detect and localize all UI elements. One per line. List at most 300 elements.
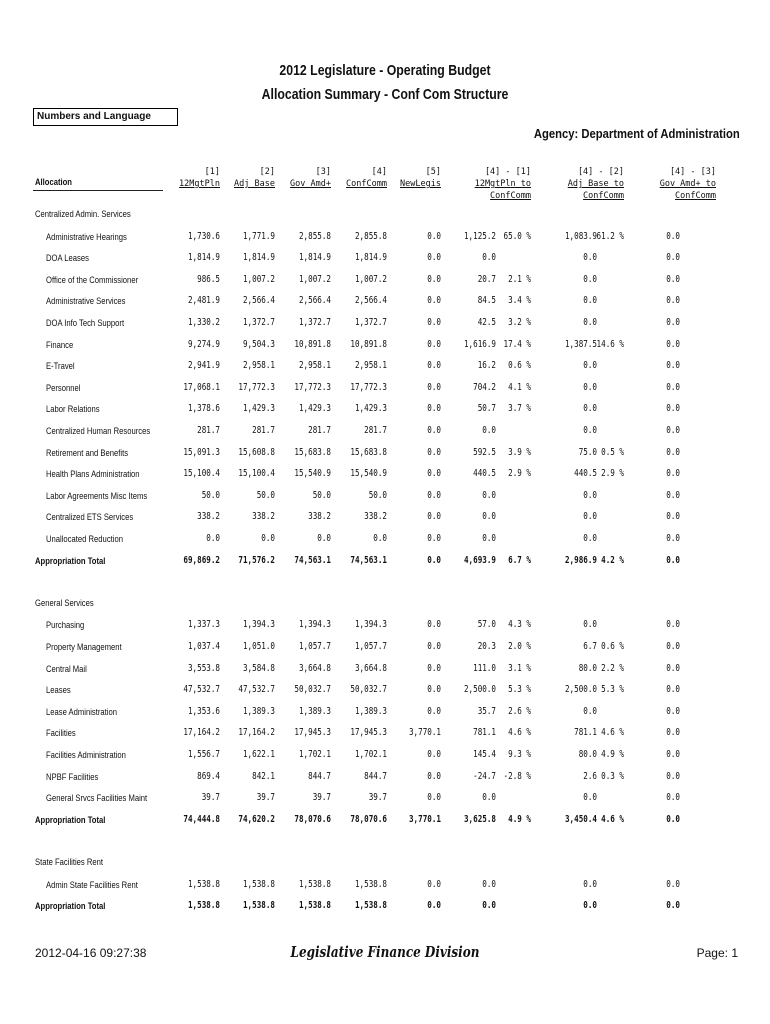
column-header-index: [4] - [3] — [669, 167, 716, 177]
table-cell: 17,772.3 — [238, 381, 275, 393]
table-cell: 4.6 % — [601, 727, 624, 739]
table-cell: 1,051.0 — [242, 641, 275, 652]
table-cell: 74,563.1 — [294, 554, 331, 566]
table-cell: 0.0 — [666, 317, 680, 328]
table-cell: 1,730.6 — [187, 230, 220, 242]
table-cell: 2,958.1 — [242, 360, 275, 372]
table-cell: 0.0 — [583, 878, 597, 890]
table-cell: 0.0 — [583, 252, 597, 264]
column-header-label: 12MgtPln — [179, 179, 220, 189]
table-row-label: Administrative Services — [46, 296, 126, 307]
table-cell: 78,070.6 — [294, 813, 331, 825]
table-cell: 844.7 — [308, 770, 331, 782]
table-cell: 42.5 — [477, 317, 496, 328]
table-cell: 1,771.9 — [242, 230, 275, 242]
section-heading: Centralized Admin. Services — [35, 209, 131, 219]
table-cell: 15,100.4 — [183, 468, 220, 480]
table-cell: 0.0 — [482, 511, 496, 523]
appropriation-total-label: Appropriation Total — [35, 555, 106, 566]
table-cell: 3,553.8 — [187, 662, 220, 674]
column-header-index: [2] — [259, 167, 275, 177]
column-header-label: Gov Amd+ — [290, 179, 331, 189]
table-cell: 0.0 — [427, 554, 441, 566]
table-cell: 69,869.2 — [183, 554, 220, 566]
table-cell: 338.2 — [197, 511, 220, 523]
column-header-index: [1] — [204, 167, 220, 177]
agency-name: Agency: Department of Administration — [534, 127, 740, 141]
table-cell: 0.0 — [666, 381, 680, 393]
table-cell: 2,958.1 — [354, 360, 387, 372]
table-row-label: Leases — [46, 685, 71, 696]
section-heading: General Services — [35, 597, 94, 608]
table-cell: 1,007.2 — [354, 273, 387, 285]
table-cell: 0.0 — [482, 533, 496, 544]
table-cell: 0.0 — [482, 792, 496, 804]
table-cell: 50.0 — [312, 489, 331, 501]
table-cell: 17,772.3 — [350, 381, 387, 393]
table-cell: 0.0 — [482, 878, 496, 890]
table-cell: 1,538.8 — [354, 900, 387, 912]
table-cell: 0.0 — [427, 619, 441, 631]
footer-page: Page: 1 — [696, 946, 738, 960]
table-cell: 1,538.8 — [242, 878, 275, 890]
table-cell: 0.0 — [427, 770, 441, 782]
table-cell: 0.0 — [583, 792, 597, 804]
table-cell: 15,540.9 — [294, 468, 331, 480]
table-cell: 65.0 % — [503, 230, 531, 242]
table-cell: 0.0 — [482, 489, 496, 501]
table-cell: 0.0 — [427, 273, 441, 285]
table-cell: 71,576.2 — [238, 554, 275, 566]
table-row-label: Centralized ETS Services — [46, 512, 134, 523]
footer-timestamp: 2012-04-16 09:27:38 — [35, 946, 147, 960]
column-header-index: [3] — [315, 167, 331, 177]
table-cell: 0.0 — [666, 252, 680, 264]
table-cell: 39.7 — [368, 792, 387, 804]
table-cell: 1,702.1 — [354, 749, 387, 760]
table-cell: 0.0 — [427, 252, 441, 264]
table-cell: 3,770.1 — [408, 727, 441, 739]
table-cell: 0.0 — [427, 684, 441, 696]
table-cell: 2,566.4 — [354, 295, 387, 307]
table-row-label: E-Travel — [46, 361, 75, 372]
table-cell: 2.9 % — [601, 468, 624, 480]
table-cell: -2.8 % — [503, 770, 531, 782]
table-cell: 2,855.8 — [298, 230, 331, 242]
table-cell: 0.0 — [666, 554, 680, 566]
table-cell: 111.0 — [473, 662, 496, 674]
table-cell: 47,532.7 — [183, 684, 220, 696]
table-cell: 1,378.6 — [187, 403, 220, 415]
table-row-label: Central Mail — [46, 663, 87, 674]
table-cell: 1,353.6 — [187, 705, 220, 717]
report-subtitle: Allocation Summary - Conf Com Structure — [261, 86, 509, 103]
table-cell: 17,945.3 — [294, 727, 331, 739]
table-cell: 1,372.7 — [242, 317, 275, 328]
table-cell: 2.9 % — [508, 468, 531, 480]
table-cell: 440.5 — [574, 468, 597, 480]
table-cell: 0.0 — [666, 489, 680, 501]
table-cell: 2,481.9 — [187, 295, 220, 307]
table-cell: 0.0 — [666, 792, 680, 804]
table-cell: 1,007.2 — [298, 273, 331, 285]
table-cell: 1,429.3 — [354, 403, 387, 415]
table-cell: 2,958.1 — [298, 360, 331, 372]
table-cell: 61.2 % — [596, 230, 624, 242]
table-cell: 1,372.7 — [354, 317, 387, 328]
table-cell: 0.0 — [482, 252, 496, 264]
table-cell: 0.0 — [427, 317, 441, 328]
table-cell: 3,450.4 — [564, 813, 597, 825]
table-cell: 704.2 — [473, 381, 496, 393]
table-cell: 3.9 % — [508, 446, 531, 458]
table-cell: 17,945.3 — [350, 727, 387, 739]
table-cell: 1,037.4 — [187, 641, 220, 652]
table-cell: 0.0 — [666, 446, 680, 458]
table-cell: 16.2 — [477, 360, 496, 372]
table-cell: 3.2 % — [508, 317, 531, 328]
table-cell: 2,986.9 — [564, 554, 597, 566]
table-row-label: Health Plans Administration — [46, 469, 140, 480]
table-cell: 1,702.1 — [298, 749, 331, 760]
table-row-label: General Srvcs Facilities Maint — [46, 793, 148, 804]
table-cell: 0.0 — [583, 360, 597, 372]
table-cell: 0.0 — [666, 813, 680, 825]
table-cell: 1,616.9 — [463, 338, 496, 350]
table-cell: 10,891.8 — [294, 338, 331, 350]
table-cell: 1,330.2 — [187, 317, 220, 328]
table-cell: 4,693.9 — [463, 554, 496, 566]
table-cell: 1,007.2 — [242, 273, 275, 285]
table-cell: 0.0 — [583, 489, 597, 501]
table-cell: 2.6 % — [508, 705, 531, 717]
table-cell: 0.0 — [666, 468, 680, 480]
table-cell: 74,563.1 — [350, 554, 387, 566]
table-cell: 6.7 — [583, 641, 597, 652]
table-cell: 0.0 — [666, 727, 680, 739]
table-row-label: Labor Relations — [46, 404, 100, 415]
table-cell: 0.0 — [666, 338, 680, 350]
table-row-label: Unallocated Reduction — [46, 534, 123, 544]
table-cell: 0.0 — [427, 381, 441, 393]
table-cell: 0.6 % — [508, 360, 531, 372]
table-cell: 1,429.3 — [298, 403, 331, 415]
table-cell: 1,814.9 — [298, 252, 331, 264]
table-cell: 0.0 — [666, 403, 680, 415]
table-cell: 0.0 — [427, 900, 441, 912]
table-cell: 2,855.8 — [354, 230, 387, 242]
table-cell: 1,814.9 — [242, 252, 275, 264]
table-cell: 281.7 — [197, 425, 220, 436]
table-row-label: Labor Agreements Misc Items — [46, 490, 148, 501]
table-cell: 0.0 — [427, 662, 441, 674]
table-cell: 6.7 % — [508, 554, 531, 566]
table-cell: 0.0 — [666, 705, 680, 717]
table-row-label: Purchasing — [46, 620, 85, 631]
table-cell: 0.0 — [583, 425, 597, 436]
column-header-8 — [626, 166, 716, 202]
table-cell: 39.7 — [256, 792, 275, 804]
table-cell: 17,164.2 — [183, 727, 220, 739]
table-cell: 1,814.9 — [354, 252, 387, 264]
column-header-7 — [534, 166, 624, 202]
table-cell: 0.0 — [427, 425, 441, 436]
table-cell: 0.5 % — [601, 446, 624, 458]
table-cell: 0.0 — [427, 295, 441, 307]
table-cell: 869.4 — [197, 770, 220, 782]
table-cell: 0.0 — [666, 619, 680, 631]
table-cell: 9,274.9 — [187, 338, 220, 350]
table-cell: 15,683.8 — [294, 446, 331, 458]
table-cell: 0.0 — [583, 273, 597, 285]
table-cell: 986.5 — [197, 273, 220, 285]
table-row-label: Office of the Commissioner — [46, 274, 139, 285]
section-heading: State Facilities Rent — [35, 857, 104, 867]
table-cell: 0.0 — [583, 317, 597, 328]
table-cell: 20.3 — [477, 641, 496, 652]
table-cell: 50,032.7 — [294, 684, 331, 696]
table-cell: 0.0 — [666, 662, 680, 674]
table-cell: 1,057.7 — [298, 641, 331, 652]
table-cell: 39.7 — [201, 792, 220, 804]
table-cell: 0.0 — [666, 749, 680, 760]
table-cell: 440.5 — [473, 468, 496, 480]
allocation-header: Allocation — [35, 177, 72, 187]
table-cell: 0.6 % — [601, 641, 624, 652]
table-cell: 0.0 — [583, 381, 597, 393]
table-cell: 2,566.4 — [298, 295, 331, 307]
column-header-label: NewLegis — [400, 179, 441, 189]
table-cell: 2,500.0 — [463, 684, 496, 696]
table-cell: 17,068.1 — [183, 381, 220, 393]
table-cell: 0.0 — [427, 705, 441, 717]
table-cell: 4.9 % — [601, 749, 624, 760]
table-cell: 0.0 — [583, 403, 597, 415]
table-cell: 3,625.8 — [463, 813, 496, 825]
table-cell: 4.6 % — [601, 813, 624, 825]
table-cell: 0.0 — [583, 511, 597, 523]
appropriation-total-label: Appropriation Total — [35, 901, 106, 912]
table-cell: 4.6 % — [508, 727, 531, 739]
table-cell: 74,620.2 — [238, 813, 275, 825]
table-cell: 3.1 % — [508, 662, 531, 674]
column-header-3 — [281, 166, 331, 190]
table-cell: 3.7 % — [508, 403, 531, 415]
table-cell: 1,337.3 — [187, 619, 220, 631]
table-row-label: DOA Leases — [46, 253, 89, 264]
table-cell: 0.0 — [666, 900, 680, 912]
table-cell: 1,083.9 — [564, 230, 597, 242]
table-cell: 0.0 — [583, 295, 597, 307]
table-cell: 0.0 — [666, 511, 680, 523]
table-cell: 1,538.8 — [354, 878, 387, 890]
table-row-label: Retirement and Benefits — [46, 447, 129, 458]
column-header-4 — [337, 166, 387, 190]
appropriation-total-label: Appropriation Total — [35, 814, 106, 825]
table-cell: 5.3 % — [601, 684, 624, 696]
table-cell: 0.0 — [666, 273, 680, 285]
table-cell: 50,032.7 — [350, 684, 387, 696]
table-cell: 3,770.1 — [408, 813, 441, 825]
table-cell: 0.0 — [666, 770, 680, 782]
report-title: 2012 Legislature - Operating Budget — [279, 62, 491, 79]
table-cell: 17,772.3 — [294, 381, 331, 393]
table-cell: 14.6 % — [596, 338, 624, 350]
table-cell: 50.0 — [368, 489, 387, 501]
table-cell: 9,504.3 — [242, 338, 275, 350]
table-cell: 781.1 — [574, 727, 597, 739]
table-cell: 1,372.7 — [298, 317, 331, 328]
table-cell: 1,538.8 — [187, 878, 220, 890]
table-cell: 47,532.7 — [238, 684, 275, 696]
table-cell: 1,389.3 — [354, 705, 387, 717]
table-cell: 20.7 — [477, 273, 496, 285]
footer-signature: Legislative Finance Division — [290, 943, 480, 961]
table-cell: 4.2 % — [601, 554, 624, 566]
table-cell: 1,387.5 — [564, 338, 597, 350]
table-cell: 0.0 — [583, 533, 597, 544]
table-cell: 17.4 % — [503, 338, 531, 350]
table-cell: 4.3 % — [508, 619, 531, 631]
table-cell: 0.0 — [206, 533, 220, 544]
table-cell: 84.5 — [477, 295, 496, 307]
table-cell: 0.0 — [583, 705, 597, 717]
table-cell: 1,538.8 — [187, 900, 220, 912]
table-cell: 57.0 — [477, 619, 496, 631]
table-cell: 0.0 — [427, 338, 441, 350]
table-cell: 17,164.2 — [238, 727, 275, 739]
table-cell: 1,429.3 — [242, 403, 275, 415]
table-cell: 9.3 % — [508, 749, 531, 760]
table-cell: 35.7 — [477, 705, 496, 717]
table-cell: 15,608.8 — [238, 446, 275, 458]
table-cell: 338.2 — [308, 511, 331, 523]
table-row-label: NPBF Facilities — [46, 771, 99, 782]
table-cell: 15,683.8 — [350, 446, 387, 458]
column-header-5 — [396, 166, 441, 190]
column-header-label: Adj Base — [234, 179, 275, 189]
table-cell: 2,941.9 — [187, 360, 220, 372]
table-cell: 80.0 — [578, 662, 597, 674]
table-cell: 338.2 — [364, 511, 387, 523]
table-cell: 0.0 — [261, 533, 275, 544]
table-cell: 0.0 — [427, 511, 441, 523]
table-cell: 0.0 — [427, 230, 441, 242]
table-cell: 0.0 — [427, 533, 441, 544]
table-cell: 5.3 % — [508, 684, 531, 696]
table-cell: 0.0 — [427, 489, 441, 501]
table-cell: 1,389.3 — [298, 705, 331, 717]
table-row-label: Facilities — [46, 728, 76, 739]
table-cell: 0.0 — [427, 446, 441, 458]
table-cell: 842.1 — [252, 770, 275, 782]
column-header-label: Adj Base to ConfComm — [567, 179, 624, 201]
table-cell: 1,394.3 — [354, 619, 387, 631]
table-row-label: Facilities Administration — [46, 750, 126, 760]
table-row-label: DOA Info Tech Support — [46, 318, 125, 328]
table-cell: 0.0 — [666, 641, 680, 652]
table-cell: 50.0 — [256, 489, 275, 501]
table-cell: 50.7 — [477, 403, 496, 415]
table-cell: 0.0 — [427, 641, 441, 652]
table-cell: 1,556.7 — [187, 749, 220, 760]
table-cell: 0.0 — [427, 792, 441, 804]
table-cell: 0.0 — [427, 468, 441, 480]
table-cell: 0.3 % — [601, 770, 624, 782]
column-header-label: 12MgtPln to ConfComm — [474, 179, 531, 201]
column-header-index: [4] - [1] — [484, 167, 531, 177]
table-cell: 0.0 — [583, 900, 597, 912]
table-cell: 281.7 — [308, 425, 331, 436]
table-cell: 0.0 — [666, 878, 680, 890]
table-cell: 4.1 % — [508, 381, 531, 393]
table-cell: 1,389.3 — [242, 705, 275, 717]
table-cell: 0.0 — [666, 533, 680, 544]
table-cell: 145.4 — [473, 749, 496, 760]
table-cell: 0.0 — [427, 878, 441, 890]
table-cell: 75.0 — [578, 446, 597, 458]
table-row-label: Centralized Human Resources — [46, 426, 151, 436]
table-row-label: Finance — [46, 339, 74, 350]
table-cell: 0.0 — [666, 360, 680, 372]
table-cell: 15,091.3 — [183, 446, 220, 458]
table-cell: 1,394.3 — [298, 619, 331, 631]
column-header-1 — [170, 166, 220, 190]
table-cell: 15,540.9 — [350, 468, 387, 480]
table-cell: 0.0 — [482, 425, 496, 436]
table-cell: 1,538.8 — [298, 878, 331, 890]
table-row-label: Administrative Hearings — [46, 231, 127, 242]
table-cell: 0.0 — [482, 900, 496, 912]
table-cell: 1,125.2 — [463, 230, 496, 242]
column-header-2 — [225, 166, 275, 190]
table-cell: 2.0 % — [508, 641, 531, 652]
table-cell: 592.5 — [473, 446, 496, 458]
column-header-label: Gov Amd+ to ConfComm — [659, 179, 716, 201]
table-cell: 2.2 % — [601, 662, 624, 674]
table-cell: 3,664.8 — [298, 662, 331, 674]
table-cell: 1,057.7 — [354, 641, 387, 652]
table-cell: 3.4 % — [508, 295, 531, 307]
table-cell: 10,891.8 — [350, 338, 387, 350]
table-cell: 2.1 % — [508, 273, 531, 285]
table-cell: 1,538.8 — [298, 900, 331, 912]
table-cell: 844.7 — [364, 770, 387, 782]
table-cell: 1,538.8 — [242, 900, 275, 912]
table-cell: 2.6 — [583, 770, 597, 782]
table-cell: 15,100.4 — [238, 468, 275, 480]
table-row-label: Property Management — [46, 642, 122, 652]
table-cell: 39.7 — [312, 792, 331, 804]
table-cell: 0.0 — [427, 360, 441, 372]
table-cell: 50.0 — [201, 489, 220, 501]
table-cell: 281.7 — [252, 425, 275, 436]
table-cell: 0.0 — [373, 533, 387, 544]
table-cell: 3,664.8 — [354, 662, 387, 674]
table-cell: 0.0 — [317, 533, 331, 544]
allocation-header-rule — [33, 190, 163, 191]
table-cell: 0.0 — [427, 749, 441, 760]
table-cell: 0.0 — [427, 403, 441, 415]
table-cell: 2,500.0 — [564, 684, 597, 696]
table-cell: 281.7 — [364, 425, 387, 436]
table-cell: 0.0 — [583, 619, 597, 631]
table-cell: -24.7 — [473, 770, 496, 782]
table-cell: 80.0 — [578, 749, 597, 760]
table-cell: 74,444.8 — [183, 813, 220, 825]
table-cell: 0.0 — [666, 425, 680, 436]
section-box-label: Numbers and Language — [33, 108, 178, 126]
